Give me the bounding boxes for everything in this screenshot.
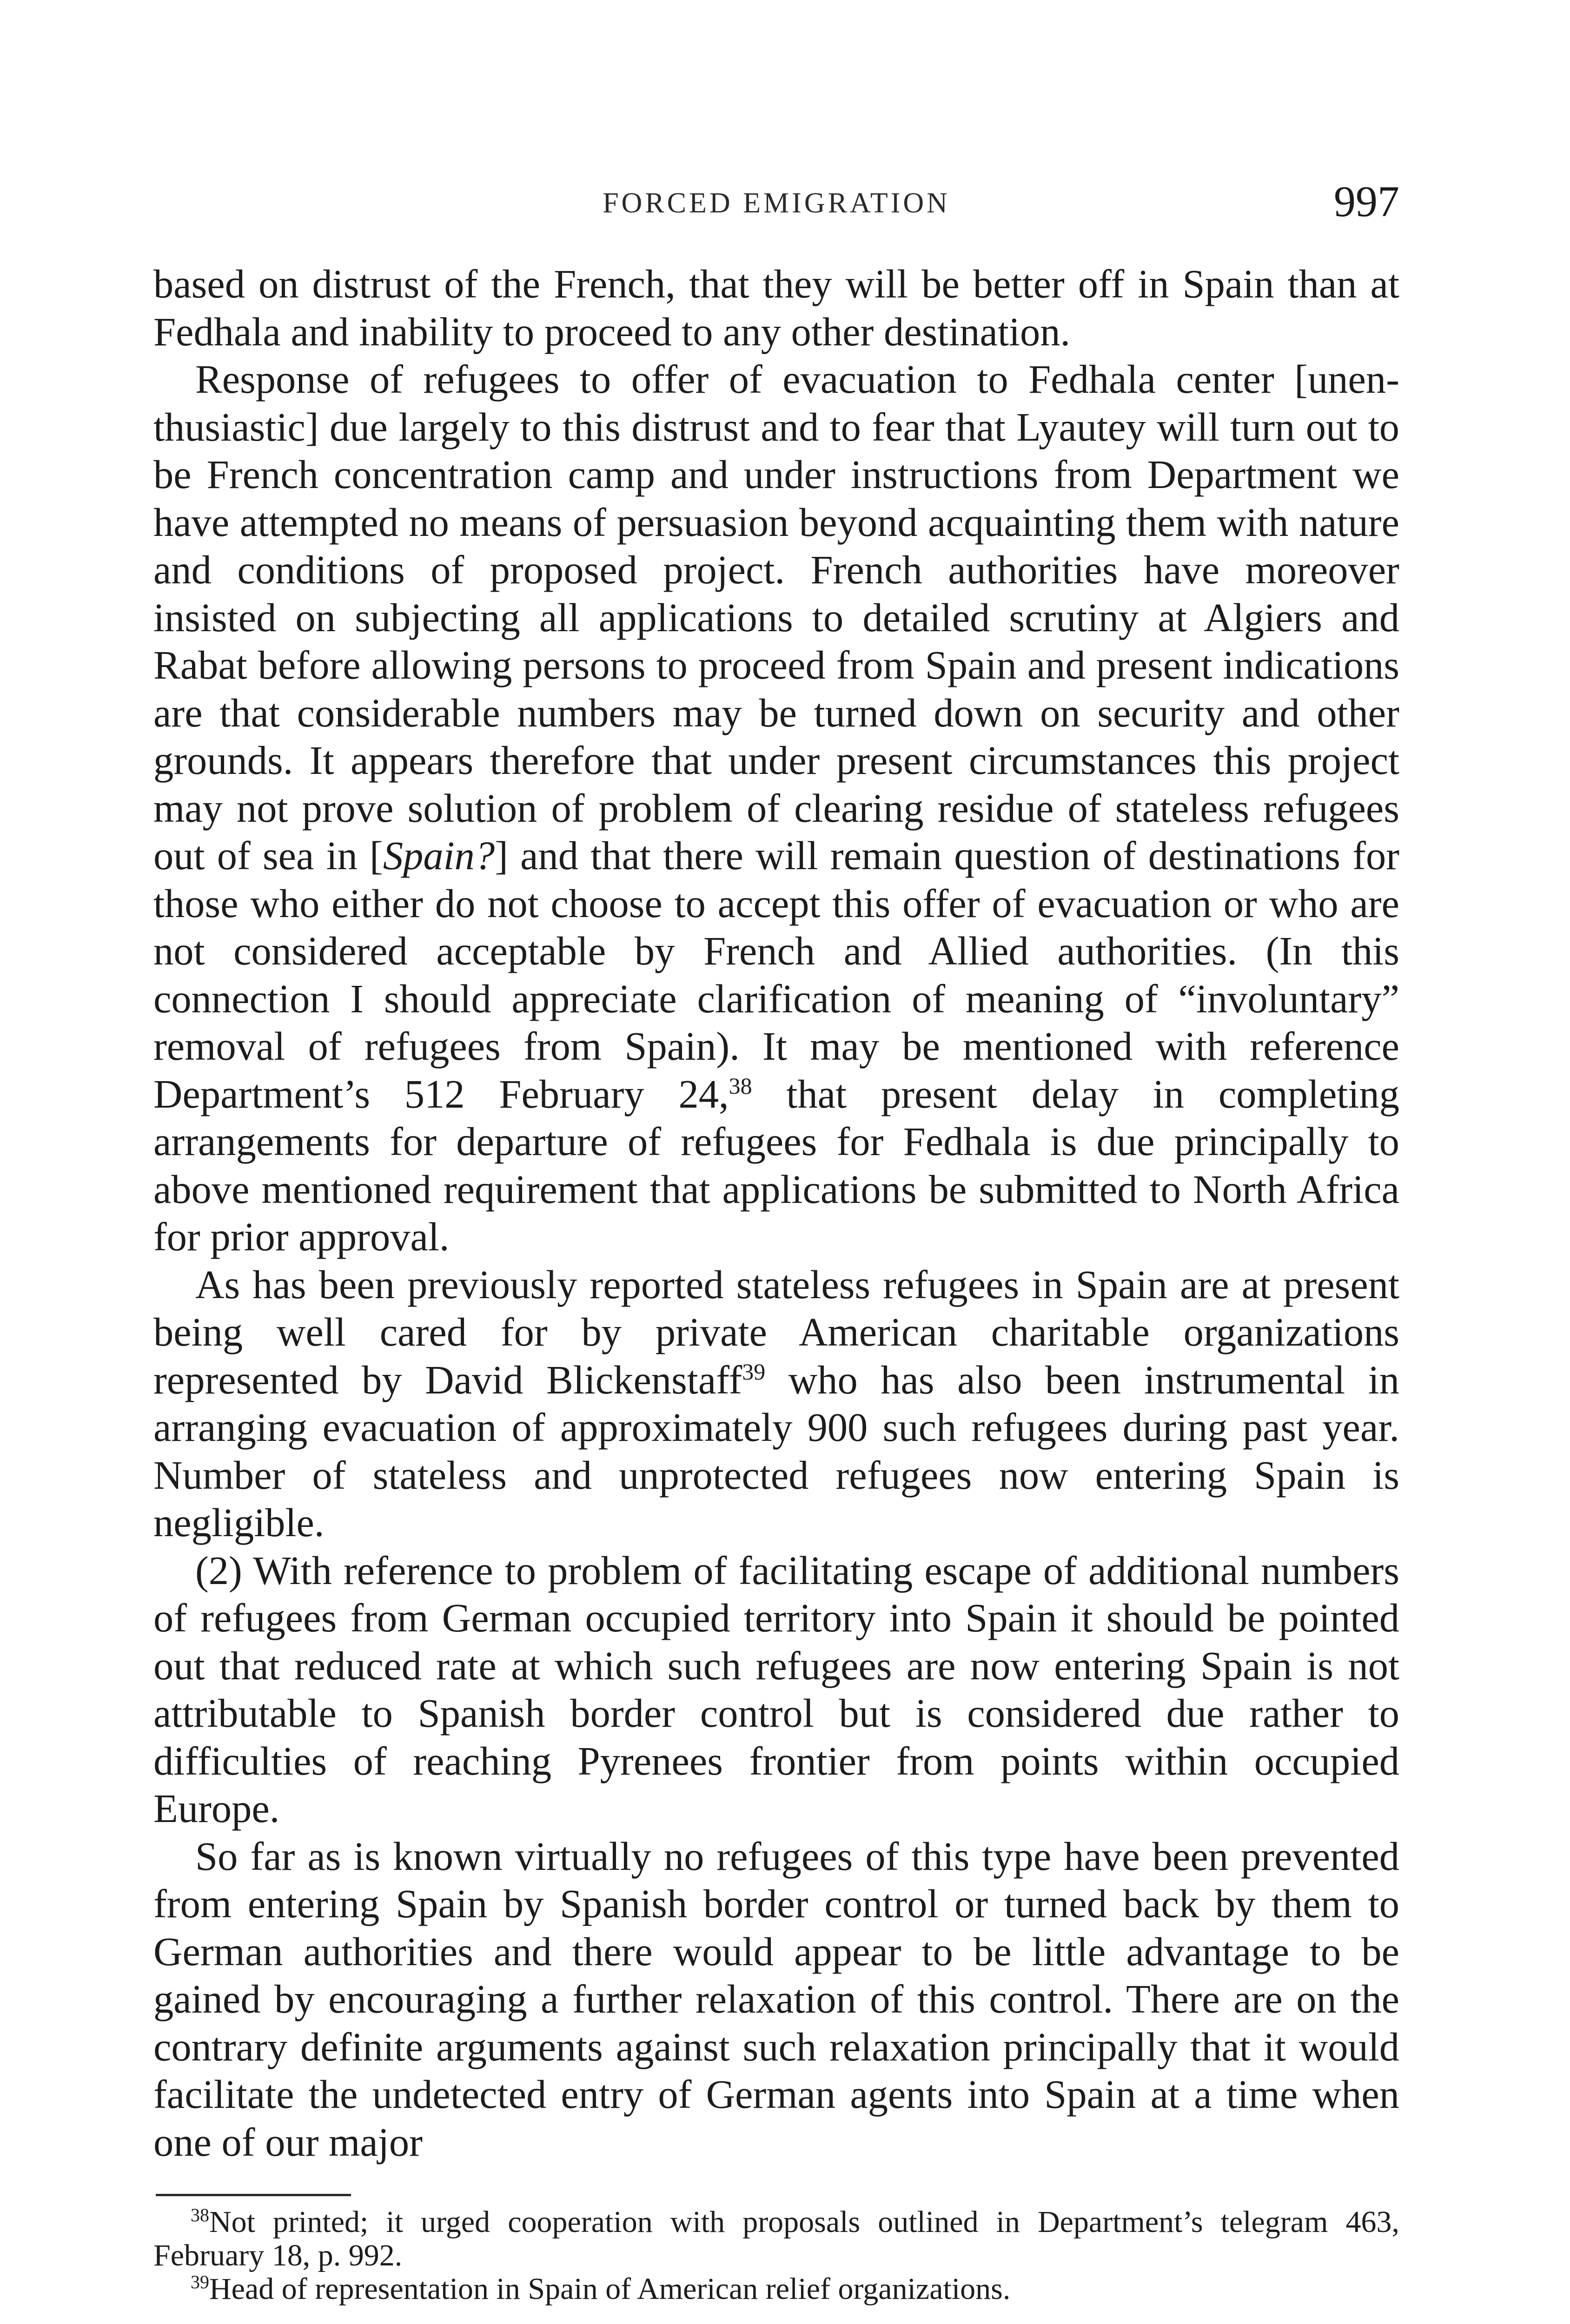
paragraph-2-part-a: Response of refugees to offer of evacuation to Fedhala center [unenthusiastic] due largely to this distrust and to fear that Lyautey will turn out to be French concentration camp and under instructions from Department we have attempted no means of persuasion beyond acquainting them with nature and conditions of proposed project. French authorities have moreover insisted on subjecting all applications to detailed scrutiny at Algiers and Rabat before allowing persons to proceed from Spain and present indications are that considerable numbers may be turned down on security and other grounds. It appears therefore that under present circumstances this project may not prove solution of problem of clearing residue of stateless refugees out of sea in [ bbox=[153, 357, 1399, 878]
running-title: FORCED EMIGRATION bbox=[603, 187, 950, 219]
paragraph-5: So far as is known virtually no refugees of this type have been prevented from entering Spain by Spanish border control or turned back by them to German authorities and there would appear to be little advantage to be gained by encouraging a further relaxation of this control. There are on the contrary definite arguments against such relaxation principally that it would facilitate the undetected entry of German agents into Spain at a time when one of our major bbox=[153, 1834, 1399, 2165]
paragraph-2-part-b: ] and that there will remain question of destinations for those who either do not choose to accept this offer of evacuation or who are not considered acceptable by French and Allied authorities. (In this connection I should appreciate clarification of meaning of “involuntary” removal of refugees from Spain). It may be mentioned with reference Department’s 512 February 24, bbox=[153, 833, 1400, 1116]
footnote-39-text: Head of representation in Spain of American relief organizations. bbox=[209, 2272, 1011, 2306]
paragraph-1: based on distrust of the French, that they will be better off in Spain than at Fedhala and inability to proceed to any other destination. bbox=[153, 262, 1399, 354]
footnote-ref-38[interactable]: 38 bbox=[729, 1072, 752, 1099]
footnote-38-mark: 38 bbox=[191, 2205, 209, 2225]
body-text bbox=[153, 260, 1399, 2166]
paragraph-3-part-a: As has been previously reported stateless refugees in Spain are at present being well cared for by private American charitable organizations represented by David Blickenstaff bbox=[153, 1262, 1399, 1402]
page-number: 997 bbox=[1334, 178, 1399, 226]
footnote-39-mark: 39 bbox=[191, 2271, 209, 2292]
footnote-39 bbox=[153, 2272, 1399, 2306]
paragraph-2-italic: Spain? bbox=[383, 833, 495, 878]
paragraph-3 bbox=[153, 1261, 1399, 1547]
footnote-ref-39[interactable]: 39 bbox=[742, 1358, 766, 1385]
paragraph-3-part-b: who has also been instrumental in arranging evacuation of approximately 900 such refugees during past year. Number of stateless and unprotected refugees now entering Spain is negligible. bbox=[153, 1357, 1399, 1545]
paragraph-4: (2) With reference to problem of facilitating escape of additional numbers of refugees from German occupied territory into Spain it should be pointed out that reduced rate at which such refugees are now entering Spain is not attributable to Spanish border control but is considered due rather to difficulties of reaching Pyrenees frontier from points within occupied Europe. bbox=[153, 1548, 1399, 1831]
page-header bbox=[153, 177, 1399, 228]
footnotes bbox=[153, 2205, 1399, 2306]
footnote-38-text: Not printed; it urged cooperation with proposals outlined in Department’s telegram 463, February 18, p. 992. bbox=[153, 2205, 1399, 2272]
paragraph-2 bbox=[153, 356, 1399, 1261]
footnote-38 bbox=[153, 2205, 1399, 2272]
footnote-rule bbox=[156, 2194, 351, 2196]
paragraph-2-part-c: that present delay in completing arrangements for departure of refugees for Fedhala is due principally to above mentioned requirement that applications be submitted to North Africa for prior approval. bbox=[153, 1071, 1399, 1259]
